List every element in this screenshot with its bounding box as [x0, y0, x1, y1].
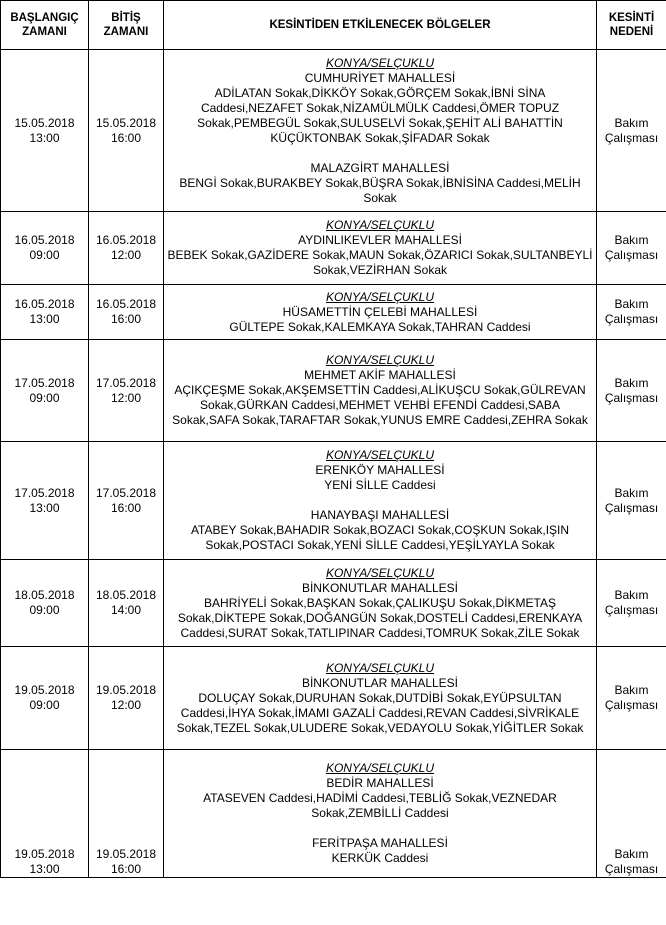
table-row [1, 750, 666, 878]
province: KONYA/SELÇUKLU [325, 565, 435, 580]
province: KONYA/SELÇUKLU [325, 218, 435, 232]
table-row [1, 212, 666, 285]
end-time-cell [89, 50, 164, 212]
end-hour: 14:00 [110, 603, 142, 617]
start-time-cell [1, 442, 89, 560]
end-date: 17.05.2018 [95, 375, 157, 390]
table-row [1, 560, 666, 647]
neighborhood-name: HANAYBAŞI MAHALLESİ [310, 508, 450, 522]
table-row [1, 340, 666, 442]
start-time-cell [1, 285, 89, 340]
start-date: 19.05.2018 [14, 683, 75, 697]
end-hour: 16:00 [110, 130, 142, 145]
end-hour: 12:00 [110, 390, 142, 405]
street-list: ATABEY Sokak,BAHADIR Sokak,BOZACI Sokak,COŞKUN Sokak,IŞIN Sokak,POSTACI Sokak,YENİ SİLLE Caddesi,YEŞİLYAYLA Sokak [190, 523, 570, 552]
areas-cell [164, 560, 597, 647]
start-date: 16.05.2018 [14, 297, 75, 311]
street-list: KERKÜK Caddesi [331, 851, 429, 865]
end-time-cell [89, 647, 164, 750]
end-date: 15.05.2018 [95, 115, 157, 130]
end-date: 18.05.2018 [95, 588, 157, 602]
end-time-cell [89, 442, 164, 560]
neighborhood-name: CUMHURİYET MAHALLESİ [304, 70, 456, 85]
province: KONYA/SELÇUKLU [325, 353, 435, 367]
start-hour: 09:00 [29, 603, 60, 617]
neighborhood-name: BİNKONUTLAR MAHALLESİ [301, 675, 459, 690]
province: KONYA/SELÇUKLU [325, 660, 435, 675]
reason-cell: Bakım Çalışması [597, 50, 666, 212]
neighborhood-name: HÜSAMETTİN ÇELEBİ MAHALLESİ [282, 304, 478, 319]
end-time-cell [89, 212, 164, 285]
start-time-cell [1, 50, 89, 212]
neighborhood-name: ERENKÖY MAHALLESİ [315, 463, 445, 477]
end-hour: 16:00 [110, 862, 142, 876]
reason-cell: Bakım Çalışması [597, 212, 666, 285]
neighborhood-name: AYDINLIKEVLER MAHALLESİ [298, 233, 462, 247]
neighborhood-name: MALAZGİRT MAHALLESİ [310, 160, 450, 175]
end-hour: 16:00 [110, 312, 142, 326]
end-date: 16.05.2018 [95, 297, 157, 311]
end-date: 19.05.2018 [95, 683, 157, 697]
start-date: 15.05.2018 [14, 115, 75, 130]
areas-cell [164, 285, 597, 340]
table-body [1, 50, 666, 878]
neighborhood-name: FERİTPAŞA MAHALLESİ [312, 836, 448, 850]
start-hour: 13:00 [29, 130, 60, 145]
street-list: YENİ SİLLE Caddesi [324, 478, 436, 492]
reason-cell: Bakım Çalışması [597, 442, 666, 560]
street-list: BAHRİYELİ Sokak,BAŞKAN Sokak,ÇALIKUŞU Sokak,DİKMETAŞ Sokak,DİKTEPE Sokak,DOĞANGÜN Sokak,DOSTELİ Caddesi,ERENKAYA Caddesi,SURAT Sokak,TATLIPINAR Caddesi,TOMRUK Sokak,ZİLE Sokak [177, 595, 583, 640]
end-time-cell [89, 285, 164, 340]
start-date: 19.05.2018 [14, 847, 75, 861]
header-affected-areas: KESİNTİDEN ETKİLENECEK BÖLGELER [164, 1, 597, 50]
start-hour: 13:00 [29, 862, 60, 876]
start-date: 16.05.2018 [14, 233, 75, 247]
start-hour: 09:00 [29, 248, 60, 262]
street-list: ATASEVEN Caddesi,HADİMİ Caddesi,TEBLİĞ Sokak,VEZNEDAR Sokak,ZEMBİLLİ Caddesi [203, 791, 557, 820]
header-end-time: BİTİŞ ZAMANI [89, 1, 164, 50]
province: KONYA/SELÇUKLU [325, 55, 435, 70]
start-time-cell [1, 750, 89, 878]
areas-cell [164, 212, 597, 285]
areas-cell [164, 50, 597, 212]
start-time-cell [1, 212, 89, 285]
start-time-cell [1, 340, 89, 442]
spacer [167, 493, 593, 508]
neighborhood-name: BİNKONUTLAR MAHALLESİ [301, 580, 459, 595]
reason-cell: Bakım Çalışması [597, 340, 666, 442]
end-hour: 12:00 [110, 248, 142, 262]
start-date: 17.05.2018 [14, 375, 75, 390]
areas-cell [164, 340, 597, 442]
street-list: DOLUÇAY Sokak,DURUHAN Sokak,DUTDİBİ Sokak,EYÜPSULTAN Caddesi,İHYA Sokak,İMAMI GAZALİ Caddesi,REVAN Caddesi,SİVRİKALE Sokak,TEZEL Sokak,ULUDERE Sokak,VEDAYOLU Sokak,YİĞİTLER Sokak [176, 690, 584, 735]
end-time-cell [89, 340, 164, 442]
header-row [1, 1, 666, 50]
start-time-cell [1, 560, 89, 647]
start-date: 18.05.2018 [14, 588, 75, 602]
table-row [1, 285, 666, 340]
spacer [167, 821, 593, 836]
neighborhood-name: BEDİR MAHALLESİ [326, 776, 434, 790]
areas-cell [164, 647, 597, 750]
start-hour: 09:00 [29, 698, 60, 712]
table-row [1, 442, 666, 560]
start-hour: 13:00 [29, 500, 60, 515]
spacer [167, 146, 593, 161]
reason-cell: Bakım Çalışması [597, 285, 666, 340]
start-hour: 13:00 [29, 312, 60, 326]
street-list: GÜLTEPE Sokak,KALEMKAYA Sokak,TAHRAN Caddesi [229, 319, 531, 334]
end-time-cell [89, 750, 164, 878]
areas-cell [164, 442, 597, 560]
street-list: BENGİ Sokak,BURAKBEY Sokak,BÜŞRA Sokak,İBNİSİNA Caddesi,MELİH Sokak [179, 175, 581, 205]
start-time-cell [1, 647, 89, 750]
street-list: AÇIKÇEŞME Sokak,AKŞEMSETTİN Caddesi,ALİKUŞCU Sokak,GÜLREVAN Sokak,GÜRKAN Caddesi,MEHMET VEHBİ EFENDİ Caddesi,SABA Sokak,SAFA Sokak,TARAFTAR Sokak,YUNUS EMRE Caddesi,ZEHRA Sokak [172, 383, 588, 427]
province: KONYA/SELÇUKLU [325, 448, 435, 462]
header-start-time: BAŞLANGIÇ ZAMANI [1, 1, 89, 50]
end-date: 19.05.2018 [95, 847, 157, 861]
end-date: 16.05.2018 [95, 233, 157, 247]
province: KONYA/SELÇUKLU [325, 289, 435, 304]
end-time-cell [89, 560, 164, 647]
province: KONYA/SELÇUKLU [325, 761, 435, 775]
areas-cell [164, 750, 597, 878]
street-list: ADİLATAN Sokak,DİKKÖY Sokak,GÖRÇEM Sokak,İBNİ SİNA Caddesi,NEZAFET Sokak,NİZAMÜLMÜLK Caddesi,ÖMER TOPUZ Sokak,PEMBEGÜL Sokak,SULUSELVİ Sokak,ŞEHİT ALİ BAHATTİN KÜÇÜKTONBAK Sokak,ŞİFADAR Sokak [197, 85, 563, 145]
end-date: 17.05.2018 [95, 485, 157, 500]
end-hour: 12:00 [110, 698, 142, 712]
start-hour: 09:00 [29, 390, 60, 405]
table-row [1, 647, 666, 750]
street-list: BEBEK Sokak,GAZİDERE Sokak,MAUN Sokak,ÖZARICI Sokak,SULTANBEYLİ Sokak,VEZİRHAN Sokak [167, 248, 593, 277]
reason-cell: Bakım Çalışması [597, 560, 666, 647]
header-reason: KESİNTİ NEDENİ [597, 1, 666, 50]
start-date: 17.05.2018 [14, 485, 75, 500]
reason-cell: Bakım Çalışması [597, 647, 666, 750]
table-row [1, 50, 666, 212]
end-hour: 16:00 [110, 500, 142, 515]
reason-cell: Bakım Çalışması [597, 750, 666, 878]
neighborhood-name: MEHMET AKİF MAHALLESİ [304, 368, 456, 382]
